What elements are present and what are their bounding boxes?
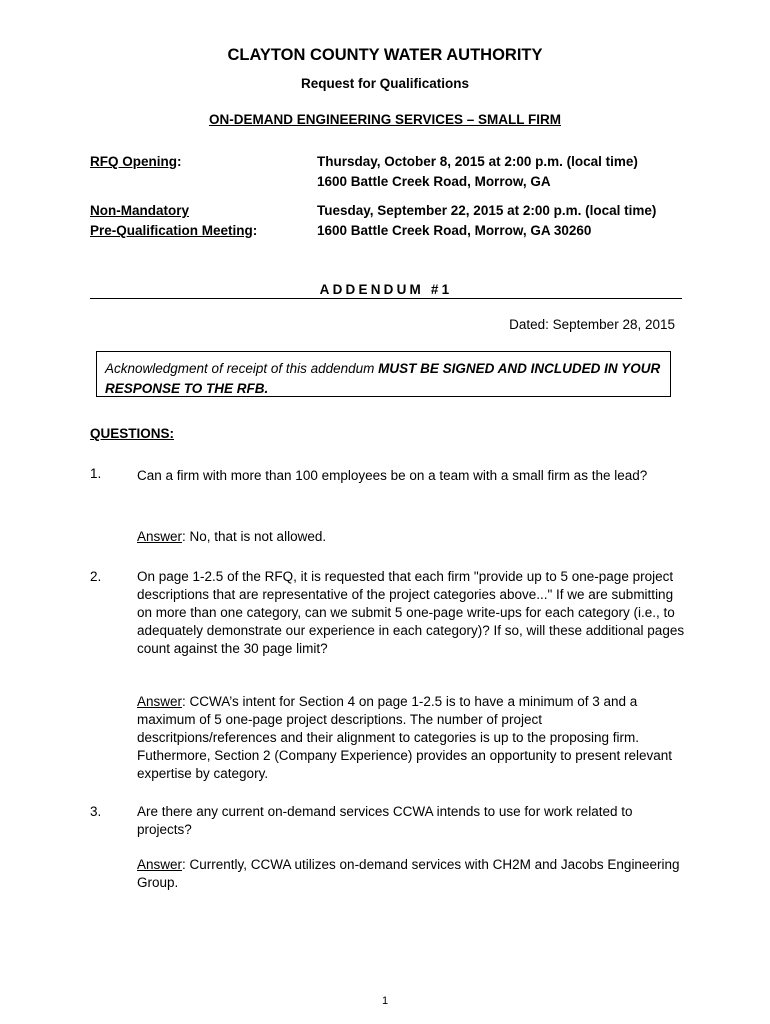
question-text: On page 1-2.5 of the RFQ, it is requested that each firm "provide up to 5 one-page project descriptions that are representative of the project categories above..." If we are submitting on more than one category, can we submit 5 one-page write-ups for each category (i.e., to adequately demonstrate our experience in each category)? If so, will these additional pages count against the 30 page limit? bbox=[137, 569, 685, 656]
addendum-date: Dated: September 28, 2015 bbox=[509, 317, 675, 332]
meeting-address: 1600 Battle Creek Road, Morrow, GA 30260 bbox=[317, 223, 592, 238]
answer-label: Answer bbox=[137, 857, 183, 872]
answer-body: : Currently, CCWA utilizes on-demand services with CH2M and Jacobs Engineering Group. bbox=[137, 857, 680, 890]
answer-body: : CCWA’s intent for Section 4 on page 1-2.5 is to have a minimum of 3 and a maximum of 5 one-page project descriptions. The number of project descritpions/references and their alignment to categories is up to the proposing firm. Futhermore, Section 2 (Company Experience) provides an opportunity to present relevant expertise by category. bbox=[137, 694, 673, 781]
ack-emphasis: MUST BE SIGNED AND INCLUDED IN YOUR RESPONSE TO THE RFB. bbox=[105, 361, 661, 396]
rfq-opening-label: RFQ Opening: bbox=[90, 154, 182, 169]
meeting-label: Non-Mandatory Pre-Qualification Meeting: bbox=[90, 203, 258, 238]
doc-subtitle: Request for Qualifications bbox=[300, 76, 470, 91]
answer-text bbox=[137, 856, 685, 892]
answer-body: : No, that is not allowed. bbox=[182, 529, 327, 544]
acknowledgment-box bbox=[96, 351, 671, 397]
answer-label: Answer bbox=[137, 529, 183, 544]
horizontal-rule bbox=[90, 298, 682, 299]
ack-text: Acknowledgment of receipt of this addendum bbox=[105, 361, 379, 376]
answer-label: Answer bbox=[137, 694, 183, 709]
question-text: Can a firm with more than 100 employees be on a team with a small firm as the lead? bbox=[137, 468, 648, 483]
rfq-opening-value bbox=[317, 152, 638, 192]
org-title: CLAYTON COUNTY WATER AUTHORITY bbox=[227, 46, 543, 64]
meeting-datetime: Tuesday, September 22, 2015 at 2:00 p.m. (local time) bbox=[317, 203, 657, 218]
questions-heading: QUESTIONS: bbox=[90, 426, 175, 441]
project-title: ON-DEMAND ENGINEERING SERVICES – SMALL FIRM bbox=[208, 112, 562, 127]
answer-text bbox=[137, 693, 685, 783]
meeting-label-line2: Pre-Qualification Meeting bbox=[90, 223, 253, 238]
page-number: 1 bbox=[381, 995, 389, 1007]
meeting-label-line1: Non-Mandatory bbox=[90, 203, 189, 218]
rfq-opening-address: 1600 Battle Creek Road, Morrow, GA bbox=[317, 174, 551, 189]
question-number: 3. bbox=[90, 804, 102, 819]
question-text: Are there any current on-demand services CCWA intends to use for work related to projects? bbox=[137, 804, 633, 837]
meeting-value bbox=[317, 201, 656, 241]
addendum-title: ADDENDUM #1 bbox=[319, 282, 453, 297]
question-number: 2. bbox=[90, 569, 102, 584]
answer-text bbox=[137, 528, 685, 546]
rfq-opening-datetime: Thursday, October 8, 2015 at 2:00 p.m. (local time) bbox=[317, 154, 638, 169]
question-number: 1. bbox=[90, 466, 102, 481]
